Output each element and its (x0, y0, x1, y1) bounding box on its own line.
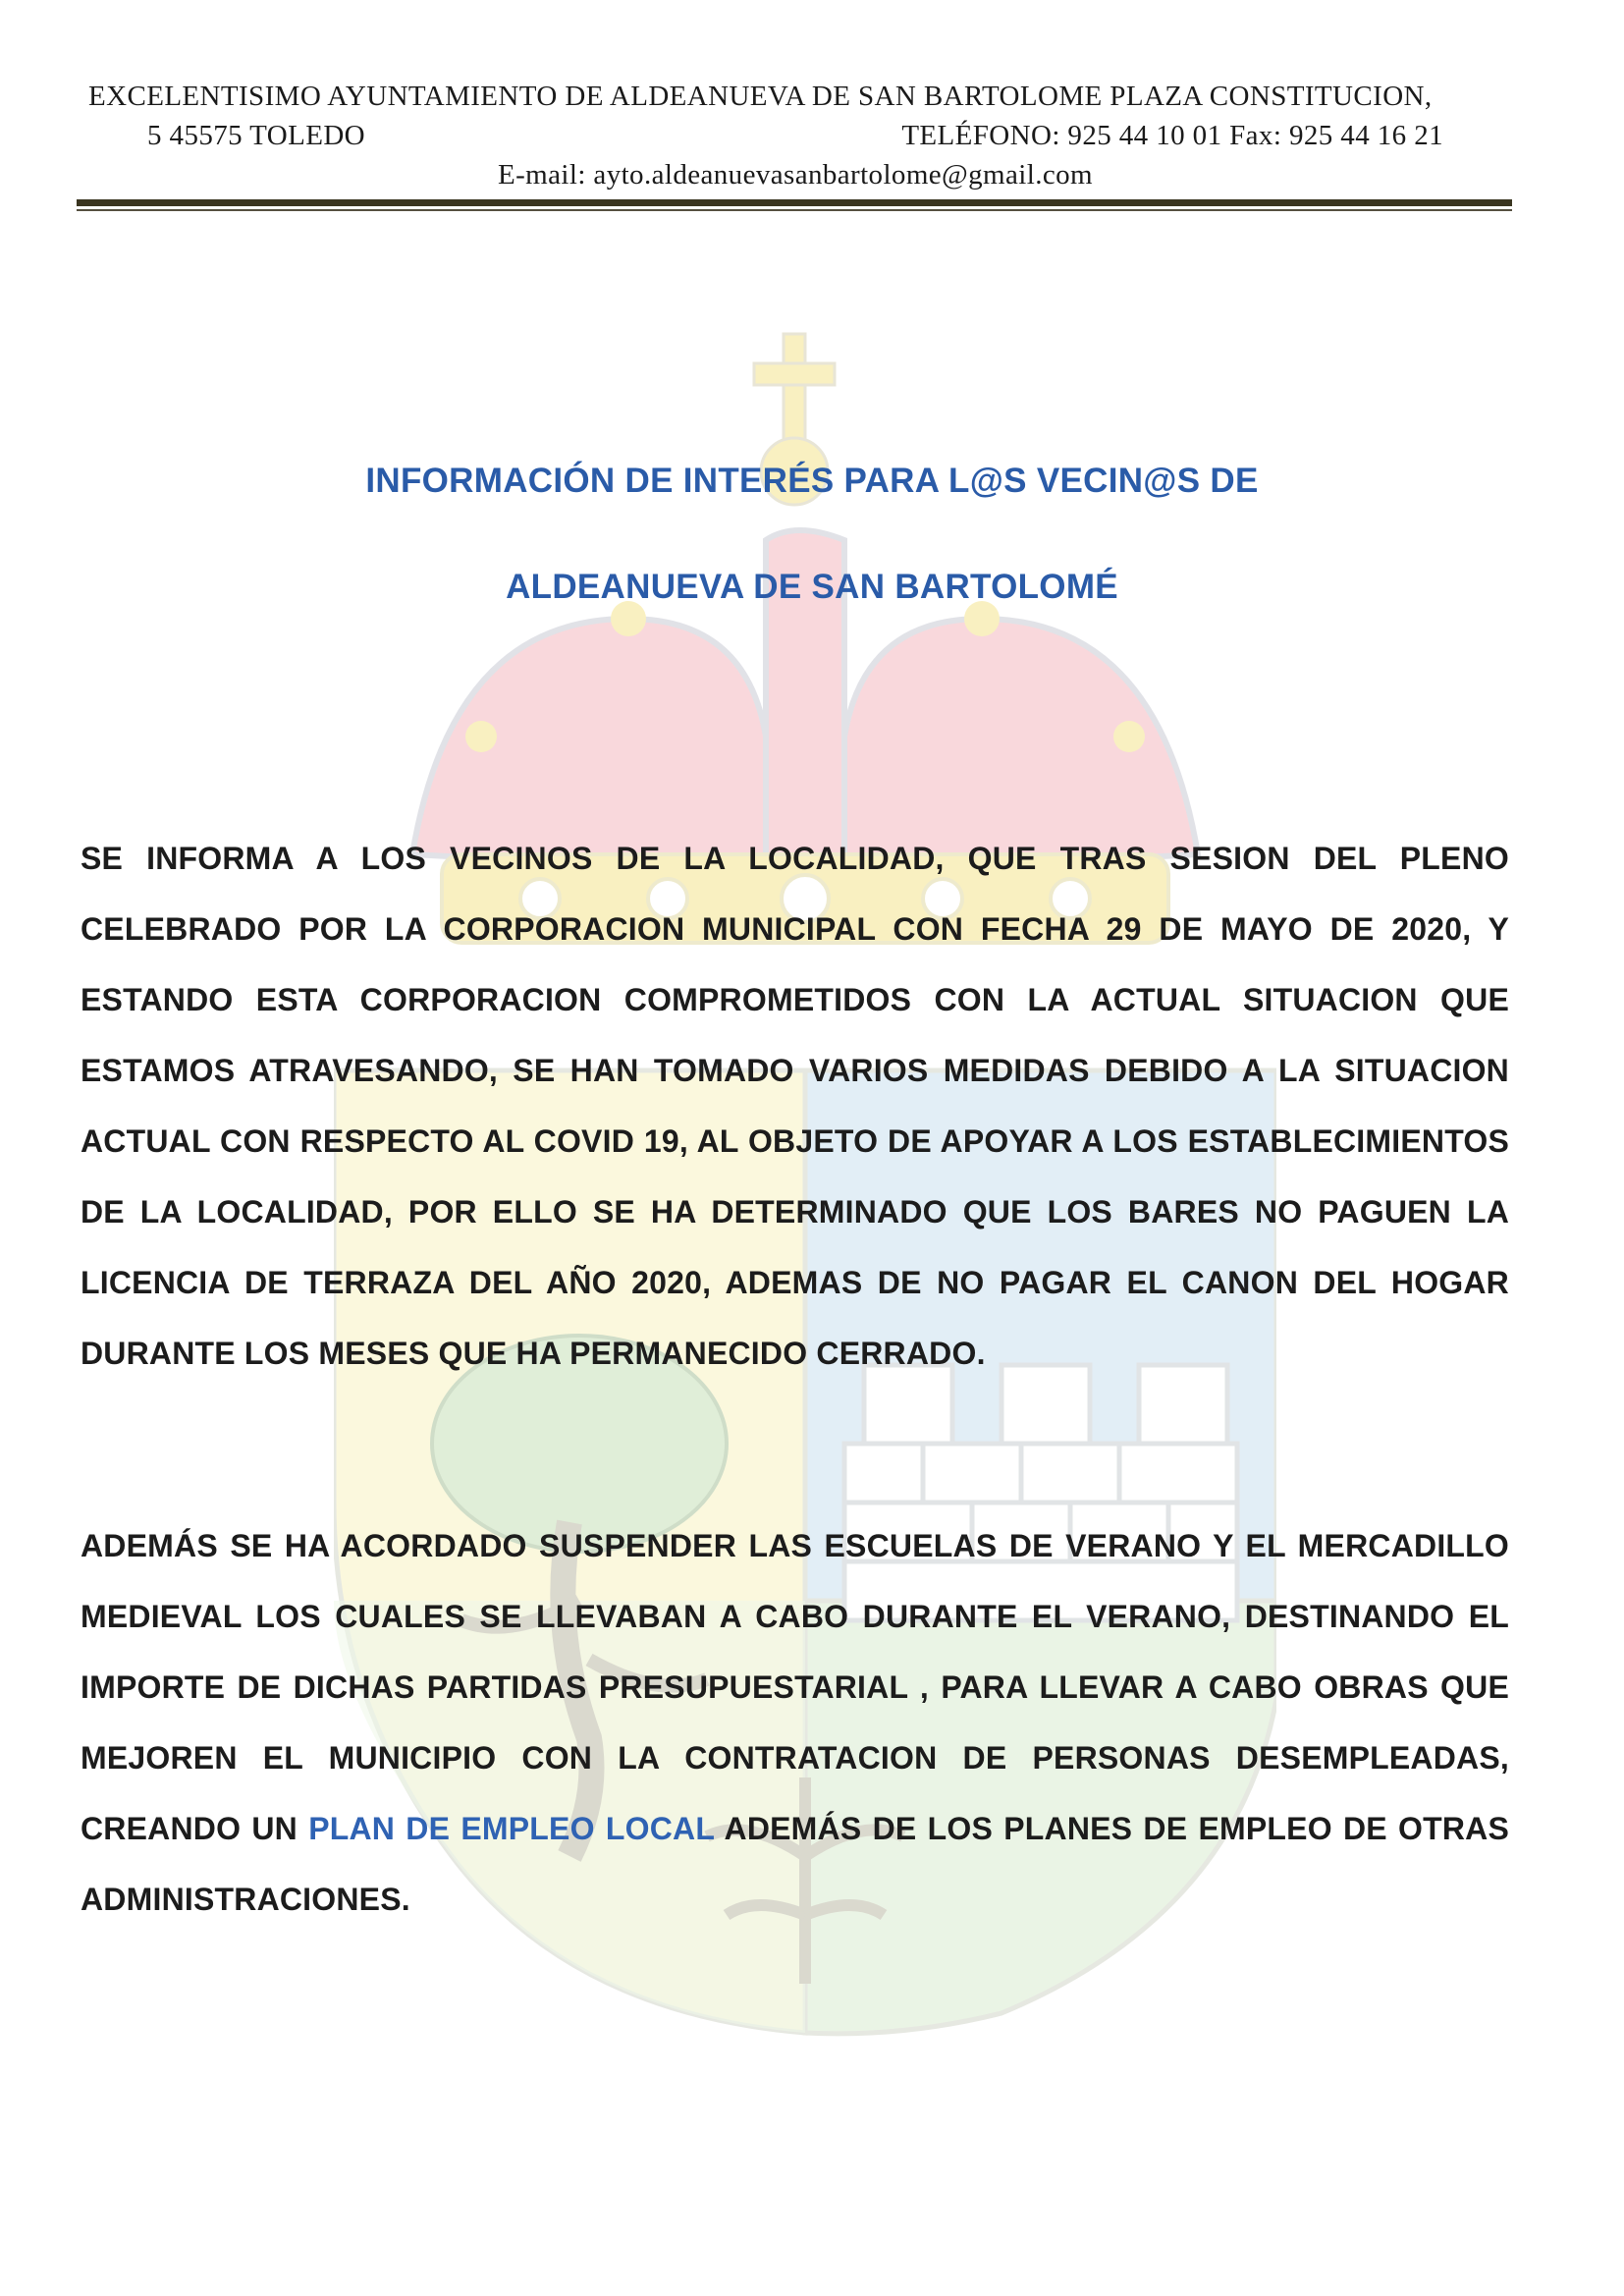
letterhead-divider-thin (77, 209, 1512, 211)
notice-title-line-2: ALDEANUEVA DE SAN BARTOLOMÉ (506, 568, 1118, 606)
letterhead-contact-line (69, 116, 1522, 155)
cross-icon (754, 334, 835, 442)
letterhead-divider-thick (77, 199, 1512, 206)
letterhead-email: E-mail: ayto.aldeanuevasanbartolome@gmail.com (498, 159, 1093, 191)
letterhead-address-line: EXCELENTISIMO AYUNTAMIENTO DE ALDEANUEVA DE SAN BARTOLOME PLAZA CONSTITUCION, (88, 81, 1433, 112)
notice-paragraph-2 (81, 1510, 1509, 1935)
letterhead (69, 77, 1522, 194)
letterhead-postal-code: 5 45575 TOLEDO (147, 120, 366, 151)
notice-paragraph-1: SE INFORMA A LOS VECINOS DE LA LOCALIDAD, QUE TRAS SESION DEL PLENO CELEBRADO POR LA CORPORACION MUNICIPAL CON FECHA 29 DE MAYO DE 2020, Y ESTANDO ESTA CORPORACION COMPROMETIDOS CON LA ACTUAL SITUACION QUE ESTAMOS ATRAVESANDO, SE HAN TOMADO VARIOS MEDIDAS DEBIDO A LA SITUACION ACTUAL CON RESPECTO AL COVID 19, AL OBJETO DE APOYAR A LOS ESTABLECIMIENTOS DE LA LOCALIDAD, POR ELLO SE HA DETERMINADO QUE LOS BARES NO PAGUEN LA LICENCIA DE TERRAZA DEL AÑO 2020, ADEMAS DE NO PAGAR EL CANON DEL HOGAR DURANTE LOS MESES QUE HA PERMANECIDO CERRADO. (81, 841, 1509, 1371)
paragraph-2-text-after: ADEMÁS DE LOS PLANES DE EMPLEO DE OTRAS ADMINISTRACIONES. (81, 1811, 1510, 1917)
letterhead-phone-fax: TELÉFONO: 925 44 10 01 Fax: 925 44 16 21 (901, 120, 1443, 151)
paragraph-2-text-before: ADEMÁS SE HA ACORDADO SUSPENDER LAS ESCUELAS DE VERANO Y EL MERCADILLO MEDIEVAL LOS CUALES SE LLEVABAN A CABO DURANTE EL VERANO, DESTINANDO EL IMPORTE DE DICHAS PARTIDAS PRESUPUESTARIAL , PARA LLEVAR A CABO OBRAS QUE MEJOREN EL MUNICIPIO CON LA CONTRATACION DE PERSONAS DESEMPLEADAS, CREANDO UN (81, 1528, 1509, 1846)
notice-title-line-1: INFORMACIÓN DE INTERÉS PARA L@S VECIN@S DE (365, 462, 1259, 500)
plan-empleo-local-highlight: PLAN DE EMPLEO LOCAL (308, 1811, 715, 1846)
